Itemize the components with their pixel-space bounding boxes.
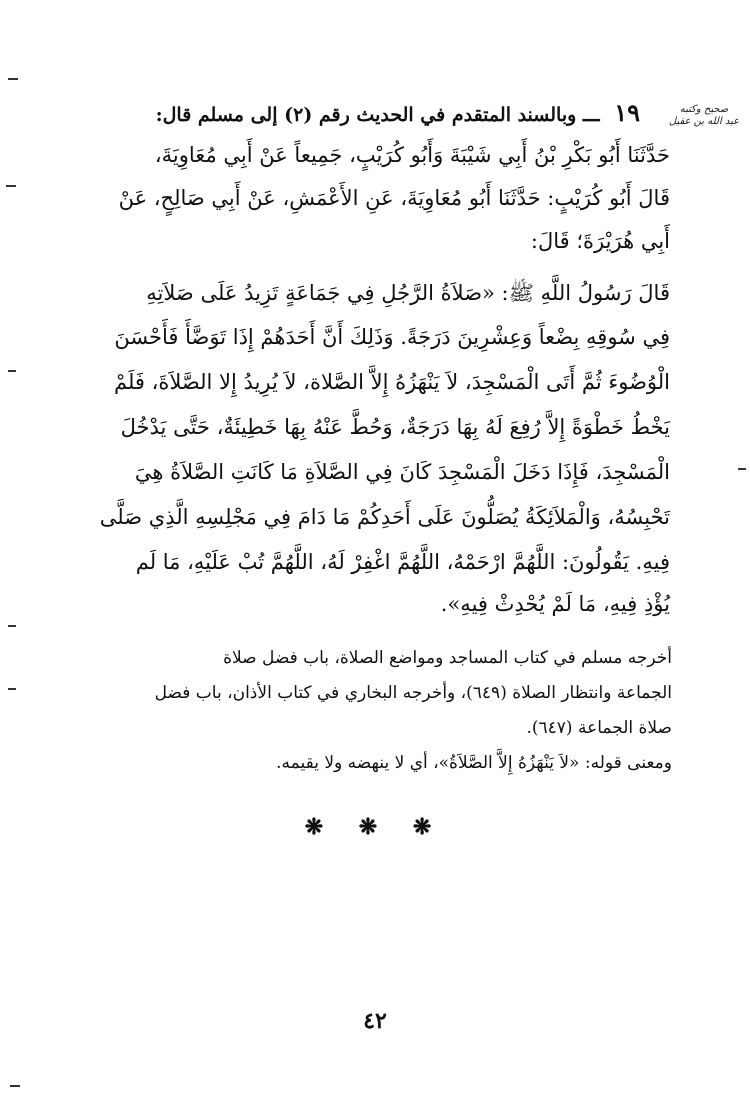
hadith-line: تَحْبِسُهُ، وَالْمَلاَئِكَةُ يُصَلُّونَ عَلَى أَحَدِكُمْ مَا دَامَ فِي مَجْلِسِهِ الَّذِي صَلَّى: [99, 505, 670, 529]
hadith-line: الْمَسْجِدَ، فَإِذَا دَخَلَ الْمَسْجِدَ كَانَ فِي الصَّلاَةِ مَا كَانَتِ الصَّلاَةُ هِيَ: [134, 460, 670, 484]
margin-mark: [8, 78, 18, 80]
signature-line: صحيح وكتبه: [679, 104, 729, 115]
page-number: ٤٢: [363, 1008, 387, 1034]
takhrij-line: الجماعة وانتظار الصلاة (٦٤٩)، وأخرجه البخاري في كتاب الأذان، باب فضل: [154, 683, 672, 703]
isnad-line: حَدَّثَنَا أَبُو بَكْرِ بْنُ أَبِي شَيْبَةَ وَأَبُو كُرَيْبٍ، جَمِيعاً عَنْ أَبِي مُعَاوِيَةَ،: [154, 143, 670, 167]
margin-mark: [8, 625, 16, 627]
section-separator: ❋ ❋ ❋: [304, 814, 446, 840]
hadith-line: فِي سُوقِهِ بِضْعاً وَعِشْرِينَ دَرَجَةً. وَذَلِكَ أَنَّ أَحَدَهُمْ إِذَا تَوَضَّأَ فَأَحْسَنَ: [114, 325, 670, 349]
hadith-line: فِيهِ. يَقُولُونَ: اللَّهُمَّ ارْحَمْهُ، اللَّهُمَّ اغْفِرْ لَهُ، اللَّهُمَّ تُبْ عَلَيْهِ، مَا لَم: [135, 550, 670, 574]
margin-mark: [6, 185, 16, 187]
isnad-line: أَبِي هُرَيْرَةَ؛ قَالَ:: [530, 229, 670, 253]
hadith-line: يَخْطُ خَطْوَةً إِلاَّ رُفِعَ لَهُ بِهَا دَرَجَةٌ، وَحُطَّ عَنْهُ بِهَا خَطِيئَةٌ، حَتَّى يَدْخُلَ: [120, 415, 670, 439]
hadith-number: ١٩: [614, 98, 640, 127]
isnad-line: قَالَ أَبُو كُرَيْبٍ: حَدَّثَنَا أَبُو مُعَاوِيَةَ، عَنِ الأَعْمَشِ، عَنْ أَبِي صَالِحٍ، عَنْ: [118, 186, 670, 210]
heading-text: ـــ وبالسند المتقدم في الحديث رقم (٢) إلى مسلم قال:: [155, 104, 600, 126]
hadith-line: الْوُضُوءَ ثُمَّ أَتَى الْمَسْجِدَ، لاَ يَنْهَزُهُ إِلاَّ الصَّلاة، لاَ يُرِيدُ إِلا الصَّلاَةَ، فَلَمْ: [113, 370, 670, 394]
margin-mark: [10, 1085, 20, 1087]
takhrij-line: صلاة الجماعة (٦٤٧).: [526, 718, 672, 738]
signature-line: عبد الله بن عقيل: [668, 116, 740, 127]
takhrij-line: أخرجه مسلم في كتاب المساجد ومواضع الصلاة، باب فضل صلاة: [223, 648, 672, 668]
handwritten-signature: [662, 104, 746, 128]
margin-mark: [738, 468, 746, 470]
hadith-line: قَالَ رَسُولُ اللَّهِ ﷺ: «صَلاَةُ الرَّجُلِ فِي جَمَاعَةٍ تَزِيدُ عَلَى صَلاَتِهِ: [146, 281, 670, 305]
margin-mark: [8, 370, 16, 372]
hadith-heading: [156, 98, 640, 127]
meaning-line: ومعنى قوله: «لاَ يَنْهَزُهُ إِلاَّ الصَّلاَةُ»، أي لا ينهضه ولا يقيمه.: [276, 753, 672, 773]
hadith-line: يُؤْذِ فِيهِ، مَا لَمْ يُحْدِثْ فِيهِ».: [440, 592, 670, 616]
margin-mark: [8, 688, 16, 690]
